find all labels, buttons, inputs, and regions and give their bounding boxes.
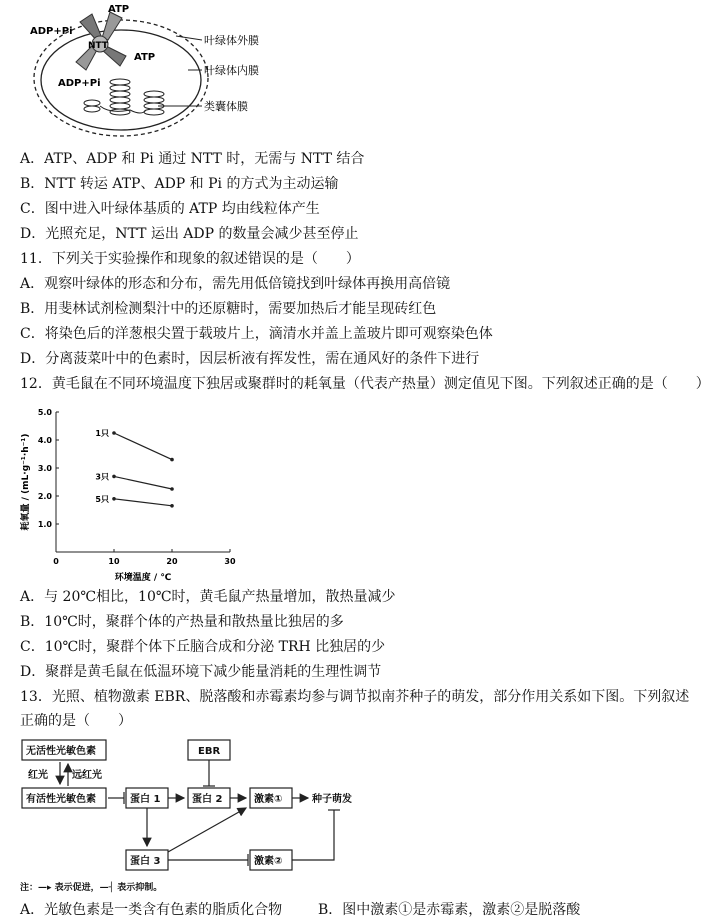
outer-membrane-label: 叶绿体外膜	[204, 34, 259, 47]
far-red-light-label: 远红光	[72, 770, 102, 781]
q13-stem-line2: 正确的是（ ）	[20, 713, 132, 729]
q11-stem: 11．下列关于实验操作和现象的叙述错误的是（ ）	[20, 251, 360, 267]
series-line	[114, 476, 172, 489]
atp-inner-label: ATP	[134, 52, 156, 63]
data-point	[170, 458, 174, 462]
data-point	[112, 497, 116, 501]
q11-option-c: C．将染色后的洋葱根尖置于载玻片上，滴清水并盖上盖玻片即可观察染色体	[20, 326, 493, 342]
germination-regulation-diagram	[18, 736, 378, 894]
series-label: 5只	[95, 494, 109, 504]
q11-option-d: D．分离菠菜叶中的色素时，因层析液有挥发性，需在通风好的条件下进行	[20, 351, 480, 367]
q10-option-b: B．NTT 转运 ATP、ADP 和 Pi 的方式为主动运输	[20, 176, 339, 192]
series-label: 3只	[95, 472, 109, 482]
ntt-label: NTT	[88, 41, 109, 51]
q11-option-b: B．用斐林试剂检测梨汁中的还原糖时，需要加热后才能呈现砖红色	[20, 301, 437, 317]
protein1-label: 蛋白 1	[130, 794, 161, 805]
data-point	[170, 504, 174, 508]
hormone2-label: 激素②	[254, 856, 283, 867]
adp-pi-inner-label: ADP+Pi	[58, 78, 101, 89]
inner-membrane-label: 叶绿体内膜	[204, 64, 259, 77]
adp-pi-top-label: ADP+Pi	[30, 26, 73, 37]
x-axis-title: 环境温度 / ℃	[114, 573, 172, 582]
series-line	[114, 499, 172, 506]
q10-option-c: C．图中进入叶绿体基质的 ATP 均由线粒体产生	[20, 201, 320, 217]
series-label: 1只	[95, 429, 109, 438]
q10-option-a: A．ATP、ADP 和 Pi 通过 NTT 时，无需与 NTT 结合	[20, 151, 365, 167]
q12-option-d: D．聚群是黄毛鼠在低温环境下减少能量消耗的生理性调节	[20, 664, 382, 680]
q12-option-c: C．10℃时，聚群个体下丘脑合成和分泌 TRH 比独居的少	[20, 639, 386, 655]
data-point	[170, 487, 174, 491]
red-light-label: 红光	[28, 770, 48, 781]
active-phytochrome-label: 有活性光敏色素	[26, 794, 96, 805]
thylakoid-label: 类囊体膜	[204, 100, 248, 113]
y-axis-title: 耗氧量 / (mL·g⁻¹·h⁻¹)	[21, 433, 31, 531]
q13-option-a: A．光敏色素是一类含有色素的脂质化合物	[20, 902, 283, 918]
chloroplast-ntt-figure	[18, 0, 288, 145]
x-tick-label: 10	[108, 557, 120, 566]
q11-option-a: A．观察叶绿体的形态和分布，需先用低倍镜找到叶绿体再换用高倍镜	[20, 276, 451, 292]
data-point	[112, 431, 116, 435]
x-tick-label: 20	[166, 557, 178, 566]
x-tick-label: 30	[224, 557, 236, 566]
q13-option-b: B．图中激素①是赤霉素，激素②是脱落酸	[318, 902, 581, 918]
y-tick-label: 3.0	[37, 464, 52, 473]
q12-stem: 12．黄毛鼠在不同环境温度下独居或聚群时的耗氧量（代表产热量）测定值见下图。下列叙述正确的是（ ）	[20, 376, 710, 392]
q13-stem-line1: 13．光照、植物激素 EBR、脱落酸和赤霉素均参与调节拟南芥种子的萌发，部分作用关系如下图。下列叙述	[20, 689, 690, 705]
y-tick-label: 1.0	[37, 520, 52, 529]
series-line	[114, 433, 172, 460]
atp-top-label: ATP	[108, 4, 130, 15]
germination-label: 种子萌发	[312, 794, 352, 805]
data-point	[112, 475, 116, 479]
y-tick-label: 5.0	[37, 408, 52, 417]
legend-note: 注：—▸ 表示促进，—┤ 表示抑制。	[20, 883, 163, 893]
q12-option-a: A．与 20℃相比，10℃时，黄毛鼠产热量增加，散热量减少	[20, 589, 396, 605]
q10-option-d: D．光照充足，NTT 运出 ADP 的数量会减少甚至停止	[20, 226, 359, 242]
oxygen-consumption-chart	[18, 402, 248, 582]
y-tick-label: 2.0	[37, 492, 52, 501]
protein2-label: 蛋白 2	[192, 794, 223, 805]
x-tick-label: 0	[53, 557, 59, 566]
protein3-label: 蛋白 3	[130, 856, 161, 867]
y-tick-label: 4.0	[37, 436, 52, 445]
q12-option-b: B．10℃时，聚群个体的产热量和散热量比独居的多	[20, 614, 344, 630]
hormone1-label: 激素①	[254, 794, 283, 805]
inactive-phytochrome-label: 无活性光敏色素	[26, 746, 96, 757]
ebr-label: EBR	[198, 746, 221, 757]
